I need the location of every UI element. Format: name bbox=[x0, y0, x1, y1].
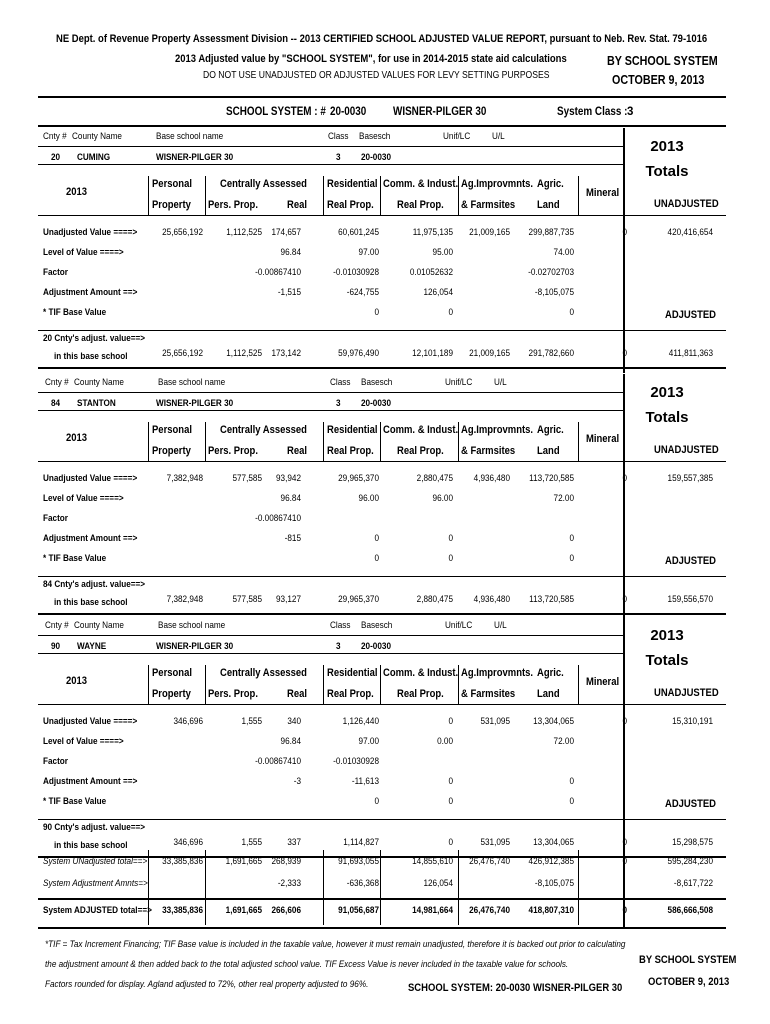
value-cell: 25,656,192 bbox=[162, 227, 203, 238]
cnty-header: Cnty # bbox=[43, 131, 67, 142]
value-cell: 0 bbox=[374, 533, 379, 544]
value-cell: 4,936,480 bbox=[473, 473, 510, 484]
system-row-label: System Adjustment Amnts=> bbox=[43, 878, 148, 889]
column-rule bbox=[205, 176, 206, 215]
footnote-factors: Factors rounded for display. Agland adjusted to 72%, other real property adjusted to 96%. bbox=[45, 979, 369, 990]
adjusted-value-cell: 173,142 bbox=[271, 348, 301, 359]
adjusted-value-cell: 531,095 bbox=[480, 837, 510, 848]
year-header: 2013 bbox=[66, 186, 88, 198]
footer-system: SCHOOL SYSTEM: 20-0030 WISNER-PILGER 30 bbox=[408, 982, 623, 994]
year-header: 2013 bbox=[66, 432, 88, 444]
value-cell: 0 bbox=[448, 307, 453, 318]
col-mineral: Mineral bbox=[586, 433, 620, 445]
system-name: WISNER-PILGER 30 bbox=[393, 106, 487, 118]
divider bbox=[38, 125, 726, 127]
column-rule bbox=[458, 850, 459, 925]
value-cell: 0 bbox=[569, 796, 574, 807]
county-number: 90 bbox=[51, 641, 61, 652]
value-cell: -1,515 bbox=[277, 287, 301, 298]
value-cell: 0 bbox=[374, 796, 379, 807]
value-cell: 0 bbox=[622, 227, 627, 238]
col-real: Real bbox=[287, 199, 307, 211]
system-class-label: System Class : bbox=[557, 106, 628, 118]
col-land: Land bbox=[537, 688, 560, 700]
system-value-cell: 91,056,687 bbox=[338, 905, 379, 916]
value-cell: 74.00 bbox=[553, 247, 574, 258]
county-name: CUMING bbox=[77, 152, 111, 163]
divider bbox=[38, 819, 726, 820]
value-cell: 0 bbox=[569, 307, 574, 318]
totals-year: 2013 bbox=[650, 627, 684, 644]
totals-year: 2013 bbox=[650, 384, 684, 401]
col-farmsites: & Farmsites bbox=[461, 199, 516, 211]
row-label: Level of Value ====> bbox=[43, 493, 124, 504]
value-cell: 113,720,585 bbox=[529, 473, 574, 484]
by-school-system: BY SCHOOL SYSTEM bbox=[607, 54, 718, 68]
value-cell: 72.00 bbox=[553, 736, 574, 747]
system-value-cell: -2,333 bbox=[277, 878, 301, 889]
base-school-name: WISNER-PILGER 30 bbox=[156, 641, 234, 652]
value-cell: 126,054 bbox=[423, 287, 453, 298]
class-header: Class bbox=[328, 131, 349, 142]
county-name: WAYNE bbox=[77, 641, 107, 652]
report-subtitle: 2013 Adjusted value by "SCHOOL SYSTEM", for use in 2014-2015 state aid calculations bbox=[175, 53, 567, 65]
col-comm-indust: Comm. & Indust. bbox=[383, 424, 459, 436]
col-pers-prop: Pers. Prop. bbox=[208, 688, 258, 700]
adjusted-value-cell: 93,127 bbox=[276, 594, 301, 605]
class-header: Class bbox=[330, 620, 351, 631]
value-cell: 29,965,370 bbox=[338, 473, 379, 484]
column-rule bbox=[148, 176, 149, 215]
col-comm-indust: Comm. & Indust. bbox=[383, 667, 459, 679]
col-comm-real-prop: Real Prop. bbox=[397, 688, 444, 700]
county-adjusted-label: 90 Cnty's adjust. value==> bbox=[43, 822, 146, 833]
value-cell: 60,601,245 bbox=[338, 227, 379, 238]
col-land: Land bbox=[537, 199, 560, 211]
row-label: * TIF Base Value bbox=[43, 796, 107, 807]
system-value-cell: 586,666,508 bbox=[667, 905, 713, 916]
footnote-tif-2: the adjustment amount & then added back to the total adjusted school value. TIF Excess Value is never included in the taxable value for schools. bbox=[45, 959, 569, 970]
col-comm-real-prop: Real Prop. bbox=[397, 445, 444, 457]
col-personal: Personal bbox=[152, 424, 192, 436]
value-cell: -815 bbox=[284, 533, 301, 544]
adjusted-value-cell: 12,101,189 bbox=[412, 348, 453, 359]
value-cell: 1,112,525 bbox=[226, 227, 262, 238]
adjusted-value-cell: 15,298,575 bbox=[672, 837, 713, 848]
col-pers-prop: Pers. Prop. bbox=[208, 445, 258, 457]
row-label: Level of Value ====> bbox=[43, 736, 124, 747]
system-value-cell: 1,691,665 bbox=[225, 905, 262, 916]
totals-rule bbox=[623, 850, 625, 927]
value-cell: 174,657 bbox=[271, 227, 301, 238]
row-label: Factor bbox=[43, 513, 68, 524]
column-rule bbox=[323, 176, 324, 215]
system-value-cell: 268,939 bbox=[271, 856, 301, 867]
value-cell: -8,105,075 bbox=[534, 287, 574, 298]
value-cell: 340 bbox=[287, 716, 301, 727]
in-base-school-label: in this base school bbox=[54, 597, 128, 608]
value-cell: 1,555 bbox=[241, 716, 262, 727]
system-value-cell: 14,981,664 bbox=[412, 905, 453, 916]
col-res-real-prop: Real Prop. bbox=[327, 688, 374, 700]
column-rule bbox=[148, 422, 149, 461]
col-pers-prop: Pers. Prop. bbox=[208, 199, 258, 211]
column-rule bbox=[578, 850, 579, 925]
system-value-cell: 26,476,740 bbox=[469, 905, 510, 916]
system-value-cell: 595,284,230 bbox=[667, 856, 713, 867]
base-school-header: Base school name bbox=[158, 377, 226, 388]
value-cell: 420,416,654 bbox=[667, 227, 713, 238]
unif-header: Unif/LC bbox=[445, 620, 473, 631]
system-row-label: System ADJUSTED total==> bbox=[43, 905, 152, 916]
col-residential: Residential bbox=[327, 667, 378, 679]
col-comm-real-prop: Real Prop. bbox=[397, 199, 444, 211]
col-res-real-prop: Real Prop. bbox=[327, 445, 374, 457]
unadjusted-label: UNADJUSTED bbox=[654, 687, 719, 699]
col-personal: Personal bbox=[152, 667, 192, 679]
adjusted-value-cell: 4,936,480 bbox=[473, 594, 510, 605]
value-cell: 96.84 bbox=[280, 493, 301, 504]
value-cell: 96.84 bbox=[280, 247, 301, 258]
value-cell: 96.00 bbox=[432, 493, 453, 504]
row-label: Level of Value ====> bbox=[43, 247, 124, 258]
totals-year: 2013 bbox=[650, 138, 684, 155]
class-header: Class bbox=[330, 377, 351, 388]
adjusted-value-cell: 0 bbox=[622, 837, 627, 848]
divider bbox=[38, 330, 726, 331]
row-label: Factor bbox=[43, 756, 68, 767]
system-class-value: 3 bbox=[627, 106, 634, 118]
column-rule bbox=[578, 422, 579, 461]
value-cell: 2,880,475 bbox=[416, 473, 453, 484]
row-label: * TIF Base Value bbox=[43, 553, 107, 564]
value-cell: -0.01030928 bbox=[333, 267, 379, 278]
value-cell: 97.00 bbox=[358, 247, 379, 258]
adjusted-value-cell: 1,112,525 bbox=[226, 348, 262, 359]
col-property: Property bbox=[152, 445, 191, 457]
col-mineral: Mineral bbox=[586, 187, 620, 199]
value-cell: 72.00 bbox=[553, 493, 574, 504]
adjusted-value-cell: 1,114,827 bbox=[343, 837, 379, 848]
column-rule bbox=[458, 665, 459, 704]
base-school-header: Base school name bbox=[156, 131, 224, 142]
basesch-header: Basesch bbox=[361, 620, 393, 631]
divider bbox=[38, 653, 623, 654]
ul-header: U/L bbox=[494, 377, 507, 388]
divider bbox=[38, 96, 726, 98]
unif-header: Unif/LC bbox=[443, 131, 471, 142]
adjusted-value-cell: 21,009,165 bbox=[469, 348, 510, 359]
column-rule bbox=[148, 665, 149, 704]
column-rule bbox=[380, 850, 381, 925]
value-cell: 159,557,385 bbox=[667, 473, 713, 484]
row-label: Unadjusted Value ====> bbox=[43, 227, 138, 238]
base-school-header: Base school name bbox=[158, 620, 226, 631]
system-value-cell: 1,691,665 bbox=[225, 856, 262, 867]
divider bbox=[38, 635, 623, 636]
value-cell: 0 bbox=[448, 716, 453, 727]
value-cell: 0 bbox=[622, 473, 627, 484]
value-cell: 13,304,065 bbox=[533, 716, 574, 727]
divider bbox=[38, 927, 726, 929]
value-cell: -0.01030928 bbox=[333, 756, 379, 767]
divider bbox=[38, 392, 623, 393]
value-cell: 0 bbox=[569, 776, 574, 787]
row-label: Unadjusted Value ====> bbox=[43, 716, 138, 727]
col-ag-improvements: Ag.Improvmnts. bbox=[461, 424, 534, 436]
adjusted-value-cell: 13,304,065 bbox=[533, 837, 574, 848]
value-cell: 0 bbox=[569, 533, 574, 544]
adjusted-value-cell: 29,965,370 bbox=[338, 594, 379, 605]
system-value-cell: -8,105,075 bbox=[534, 878, 574, 889]
value-cell: 0 bbox=[448, 776, 453, 787]
value-cell: -0.00867410 bbox=[255, 267, 301, 278]
basesch-value: 20-0030 bbox=[361, 152, 391, 163]
value-cell: 96.84 bbox=[280, 736, 301, 747]
county-name-header: County Name bbox=[72, 131, 122, 142]
basesch-value: 20-0030 bbox=[361, 641, 391, 652]
system-value-cell: 14,855,610 bbox=[412, 856, 453, 867]
value-cell: 7,382,948 bbox=[166, 473, 203, 484]
column-rule bbox=[205, 422, 206, 461]
value-cell: 97.00 bbox=[358, 736, 379, 747]
cnty-header: Cnty # bbox=[45, 620, 69, 631]
value-cell: 0 bbox=[448, 796, 453, 807]
unadjusted-label: UNADJUSTED bbox=[654, 198, 719, 210]
col-residential: Residential bbox=[327, 178, 378, 190]
divider bbox=[38, 576, 726, 577]
divider bbox=[38, 146, 623, 147]
system-value-cell: 33,385,836 bbox=[162, 905, 203, 916]
ul-header: U/L bbox=[494, 620, 507, 631]
column-rule bbox=[380, 422, 381, 461]
column-rule bbox=[205, 850, 206, 925]
adjusted-label: ADJUSTED bbox=[665, 555, 716, 567]
col-centrally-assessed: Centrally Assessed bbox=[220, 424, 307, 436]
footer-by-system: BY SCHOOL SYSTEM bbox=[639, 954, 737, 966]
row-label: Factor bbox=[43, 267, 68, 278]
value-cell: 0 bbox=[448, 533, 453, 544]
col-agric: Agric. bbox=[537, 667, 564, 679]
system-value-cell: 91,693,055 bbox=[338, 856, 379, 867]
column-rule bbox=[323, 422, 324, 461]
system-value-cell: -636,368 bbox=[346, 878, 379, 889]
col-agric: Agric. bbox=[537, 424, 564, 436]
col-ag-improvements: Ag.Improvmnts. bbox=[461, 667, 534, 679]
value-cell: 577,585 bbox=[232, 473, 262, 484]
value-cell: 531,095 bbox=[480, 716, 510, 727]
totals-heading: Totals bbox=[645, 652, 689, 669]
county-name-header: County Name bbox=[74, 620, 124, 631]
county-number: 84 bbox=[51, 398, 61, 409]
value-cell: -0.00867410 bbox=[255, 756, 301, 767]
totals-rule bbox=[623, 128, 625, 373]
class-value: 3 bbox=[336, 641, 341, 652]
value-cell: 0 bbox=[622, 716, 627, 727]
totals-heading: Totals bbox=[645, 409, 689, 426]
adjusted-value-cell: 411,811,363 bbox=[668, 348, 713, 359]
value-cell: 11,975,135 bbox=[412, 227, 453, 238]
value-cell: 0.00 bbox=[437, 736, 453, 747]
adjusted-value-cell: 0 bbox=[448, 837, 453, 848]
column-rule bbox=[205, 665, 206, 704]
system-value-cell: 26,476,740 bbox=[469, 856, 510, 867]
cnty-header: Cnty # bbox=[45, 377, 69, 388]
col-real: Real bbox=[287, 445, 307, 457]
col-centrally-assessed: Centrally Assessed bbox=[220, 178, 307, 190]
adjusted-value-cell: 0 bbox=[622, 348, 627, 359]
adjusted-value-cell: 577,585 bbox=[232, 594, 262, 605]
unadjusted-label: UNADJUSTED bbox=[654, 444, 719, 456]
column-rule bbox=[323, 850, 324, 925]
divider bbox=[38, 410, 623, 411]
adjusted-value-cell: 337 bbox=[287, 837, 301, 848]
value-cell: 21,009,165 bbox=[469, 227, 510, 238]
column-rule bbox=[380, 665, 381, 704]
ul-header: U/L bbox=[492, 131, 505, 142]
adjusted-value-cell: 2,880,475 bbox=[416, 594, 453, 605]
system-label: SCHOOL SYSTEM : # bbox=[226, 106, 326, 118]
value-cell: 0 bbox=[448, 553, 453, 564]
adjusted-value-cell: 159,556,570 bbox=[667, 594, 713, 605]
system-value-cell: -8,617,722 bbox=[673, 878, 713, 889]
county-adjusted-label: 84 Cnty's adjust. value==> bbox=[43, 579, 146, 590]
value-cell: 1,126,440 bbox=[342, 716, 379, 727]
base-school-name: WISNER-PILGER 30 bbox=[156, 152, 234, 163]
system-row-label: System UNadjusted total==> bbox=[43, 856, 148, 867]
value-cell: 0.01052632 bbox=[409, 267, 453, 278]
year-header: 2013 bbox=[66, 675, 88, 687]
column-rule bbox=[578, 665, 579, 704]
system-value-cell: 33,385,836 bbox=[162, 856, 203, 867]
divider bbox=[38, 613, 726, 615]
col-farmsites: & Farmsites bbox=[461, 445, 516, 457]
county-name: STANTON bbox=[77, 398, 116, 409]
report-date: OCTOBER 9, 2013 bbox=[612, 73, 705, 87]
basesch-header: Basesch bbox=[359, 131, 391, 142]
col-farmsites: & Farmsites bbox=[461, 688, 516, 700]
column-rule bbox=[380, 176, 381, 215]
basesch-header: Basesch bbox=[361, 377, 393, 388]
adjusted-value-cell: 7,382,948 bbox=[166, 594, 203, 605]
system-value-cell: 418,807,310 bbox=[528, 905, 574, 916]
totals-rule bbox=[623, 374, 625, 619]
column-rule bbox=[148, 850, 149, 925]
col-centrally-assessed: Centrally Assessed bbox=[220, 667, 307, 679]
row-label: Adjustment Amount ==> bbox=[43, 287, 138, 298]
adjusted-value-cell: 0 bbox=[622, 594, 627, 605]
adjusted-label: ADJUSTED bbox=[665, 798, 716, 810]
row-label: Adjustment Amount ==> bbox=[43, 533, 138, 544]
row-label: Unadjusted Value ====> bbox=[43, 473, 138, 484]
levy-warning: DO NOT USE UNADJUSTED OR ADJUSTED VALUES FOR LEVY SETTING PURPOSES bbox=[203, 70, 550, 81]
value-cell: 95.00 bbox=[432, 247, 453, 258]
row-label: * TIF Base Value bbox=[43, 307, 107, 318]
value-cell: 15,310,191 bbox=[672, 716, 713, 727]
adjusted-value-cell: 346,696 bbox=[173, 837, 203, 848]
class-value: 3 bbox=[336, 398, 341, 409]
divider bbox=[38, 164, 623, 165]
value-cell: 96.00 bbox=[358, 493, 379, 504]
system-value-cell: 266,606 bbox=[271, 905, 301, 916]
row-label: Adjustment Amount ==> bbox=[43, 776, 138, 787]
county-number: 20 bbox=[51, 152, 61, 163]
divider bbox=[38, 367, 726, 369]
adjusted-value-cell: 59,976,490 bbox=[338, 348, 379, 359]
class-value: 3 bbox=[336, 152, 341, 163]
col-res-real-prop: Real Prop. bbox=[327, 199, 374, 211]
footnote-tif: *TIF = Tax Increment Financing; TIF Base value is included in the taxable value, however it must remain unadjusted, therefore it is backed out prior to calculating bbox=[45, 939, 626, 950]
adjusted-value-cell: 1,555 bbox=[241, 837, 262, 848]
unif-header: Unif/LC bbox=[445, 377, 473, 388]
system-value-cell: 126,054 bbox=[423, 878, 453, 889]
value-cell: 93,942 bbox=[276, 473, 301, 484]
county-adjusted-label: 20 Cnty's adjust. value==> bbox=[43, 333, 146, 344]
col-property: Property bbox=[152, 199, 191, 211]
col-personal: Personal bbox=[152, 178, 192, 190]
report-title: NE Dept. of Revenue Property Assessment Division -- 2013 CERTIFIED SCHOOL ADJUSTED VALUE REPORT, pursuant to Neb. Rev. Stat. 79-1016 bbox=[56, 33, 708, 45]
column-rule bbox=[323, 665, 324, 704]
value-cell: 299,887,735 bbox=[528, 227, 574, 238]
adjusted-value-cell: 113,720,585 bbox=[529, 594, 574, 605]
adjusted-value-cell: 291,782,660 bbox=[528, 348, 574, 359]
col-real: Real bbox=[287, 688, 307, 700]
column-rule bbox=[458, 176, 459, 215]
value-cell: 0 bbox=[374, 307, 379, 318]
totals-heading: Totals bbox=[645, 163, 689, 180]
value-cell: 0 bbox=[569, 553, 574, 564]
col-land: Land bbox=[537, 445, 560, 457]
system-number: 20-0030 bbox=[330, 106, 367, 118]
value-cell: -0.02702703 bbox=[528, 267, 574, 278]
col-ag-improvements: Ag.Improvmnts. bbox=[461, 178, 534, 190]
value-cell: 346,696 bbox=[173, 716, 203, 727]
col-property: Property bbox=[152, 688, 191, 700]
system-value-cell: 0 bbox=[622, 856, 627, 867]
system-value-cell: 0 bbox=[622, 905, 627, 916]
col-agric: Agric. bbox=[537, 178, 564, 190]
value-cell: -11,613 bbox=[351, 776, 379, 787]
value-cell: -0.00867410 bbox=[255, 513, 301, 524]
value-cell: 0 bbox=[374, 553, 379, 564]
value-cell: -624,755 bbox=[346, 287, 379, 298]
col-residential: Residential bbox=[327, 424, 378, 436]
in-base-school-label: in this base school bbox=[54, 351, 128, 362]
value-cell: -3 bbox=[293, 776, 301, 787]
col-mineral: Mineral bbox=[586, 676, 620, 688]
in-base-school-label: in this base school bbox=[54, 840, 128, 851]
footer-date: OCTOBER 9, 2013 bbox=[648, 976, 730, 988]
adjusted-label: ADJUSTED bbox=[665, 309, 716, 321]
basesch-value: 20-0030 bbox=[361, 398, 391, 409]
county-name-header: County Name bbox=[74, 377, 124, 388]
system-value-cell: 426,912,385 bbox=[528, 856, 574, 867]
column-rule bbox=[458, 422, 459, 461]
adjusted-value-cell: 25,656,192 bbox=[162, 348, 203, 359]
col-comm-indust: Comm. & Indust. bbox=[383, 178, 459, 190]
column-rule bbox=[578, 176, 579, 215]
base-school-name: WISNER-PILGER 30 bbox=[156, 398, 234, 409]
